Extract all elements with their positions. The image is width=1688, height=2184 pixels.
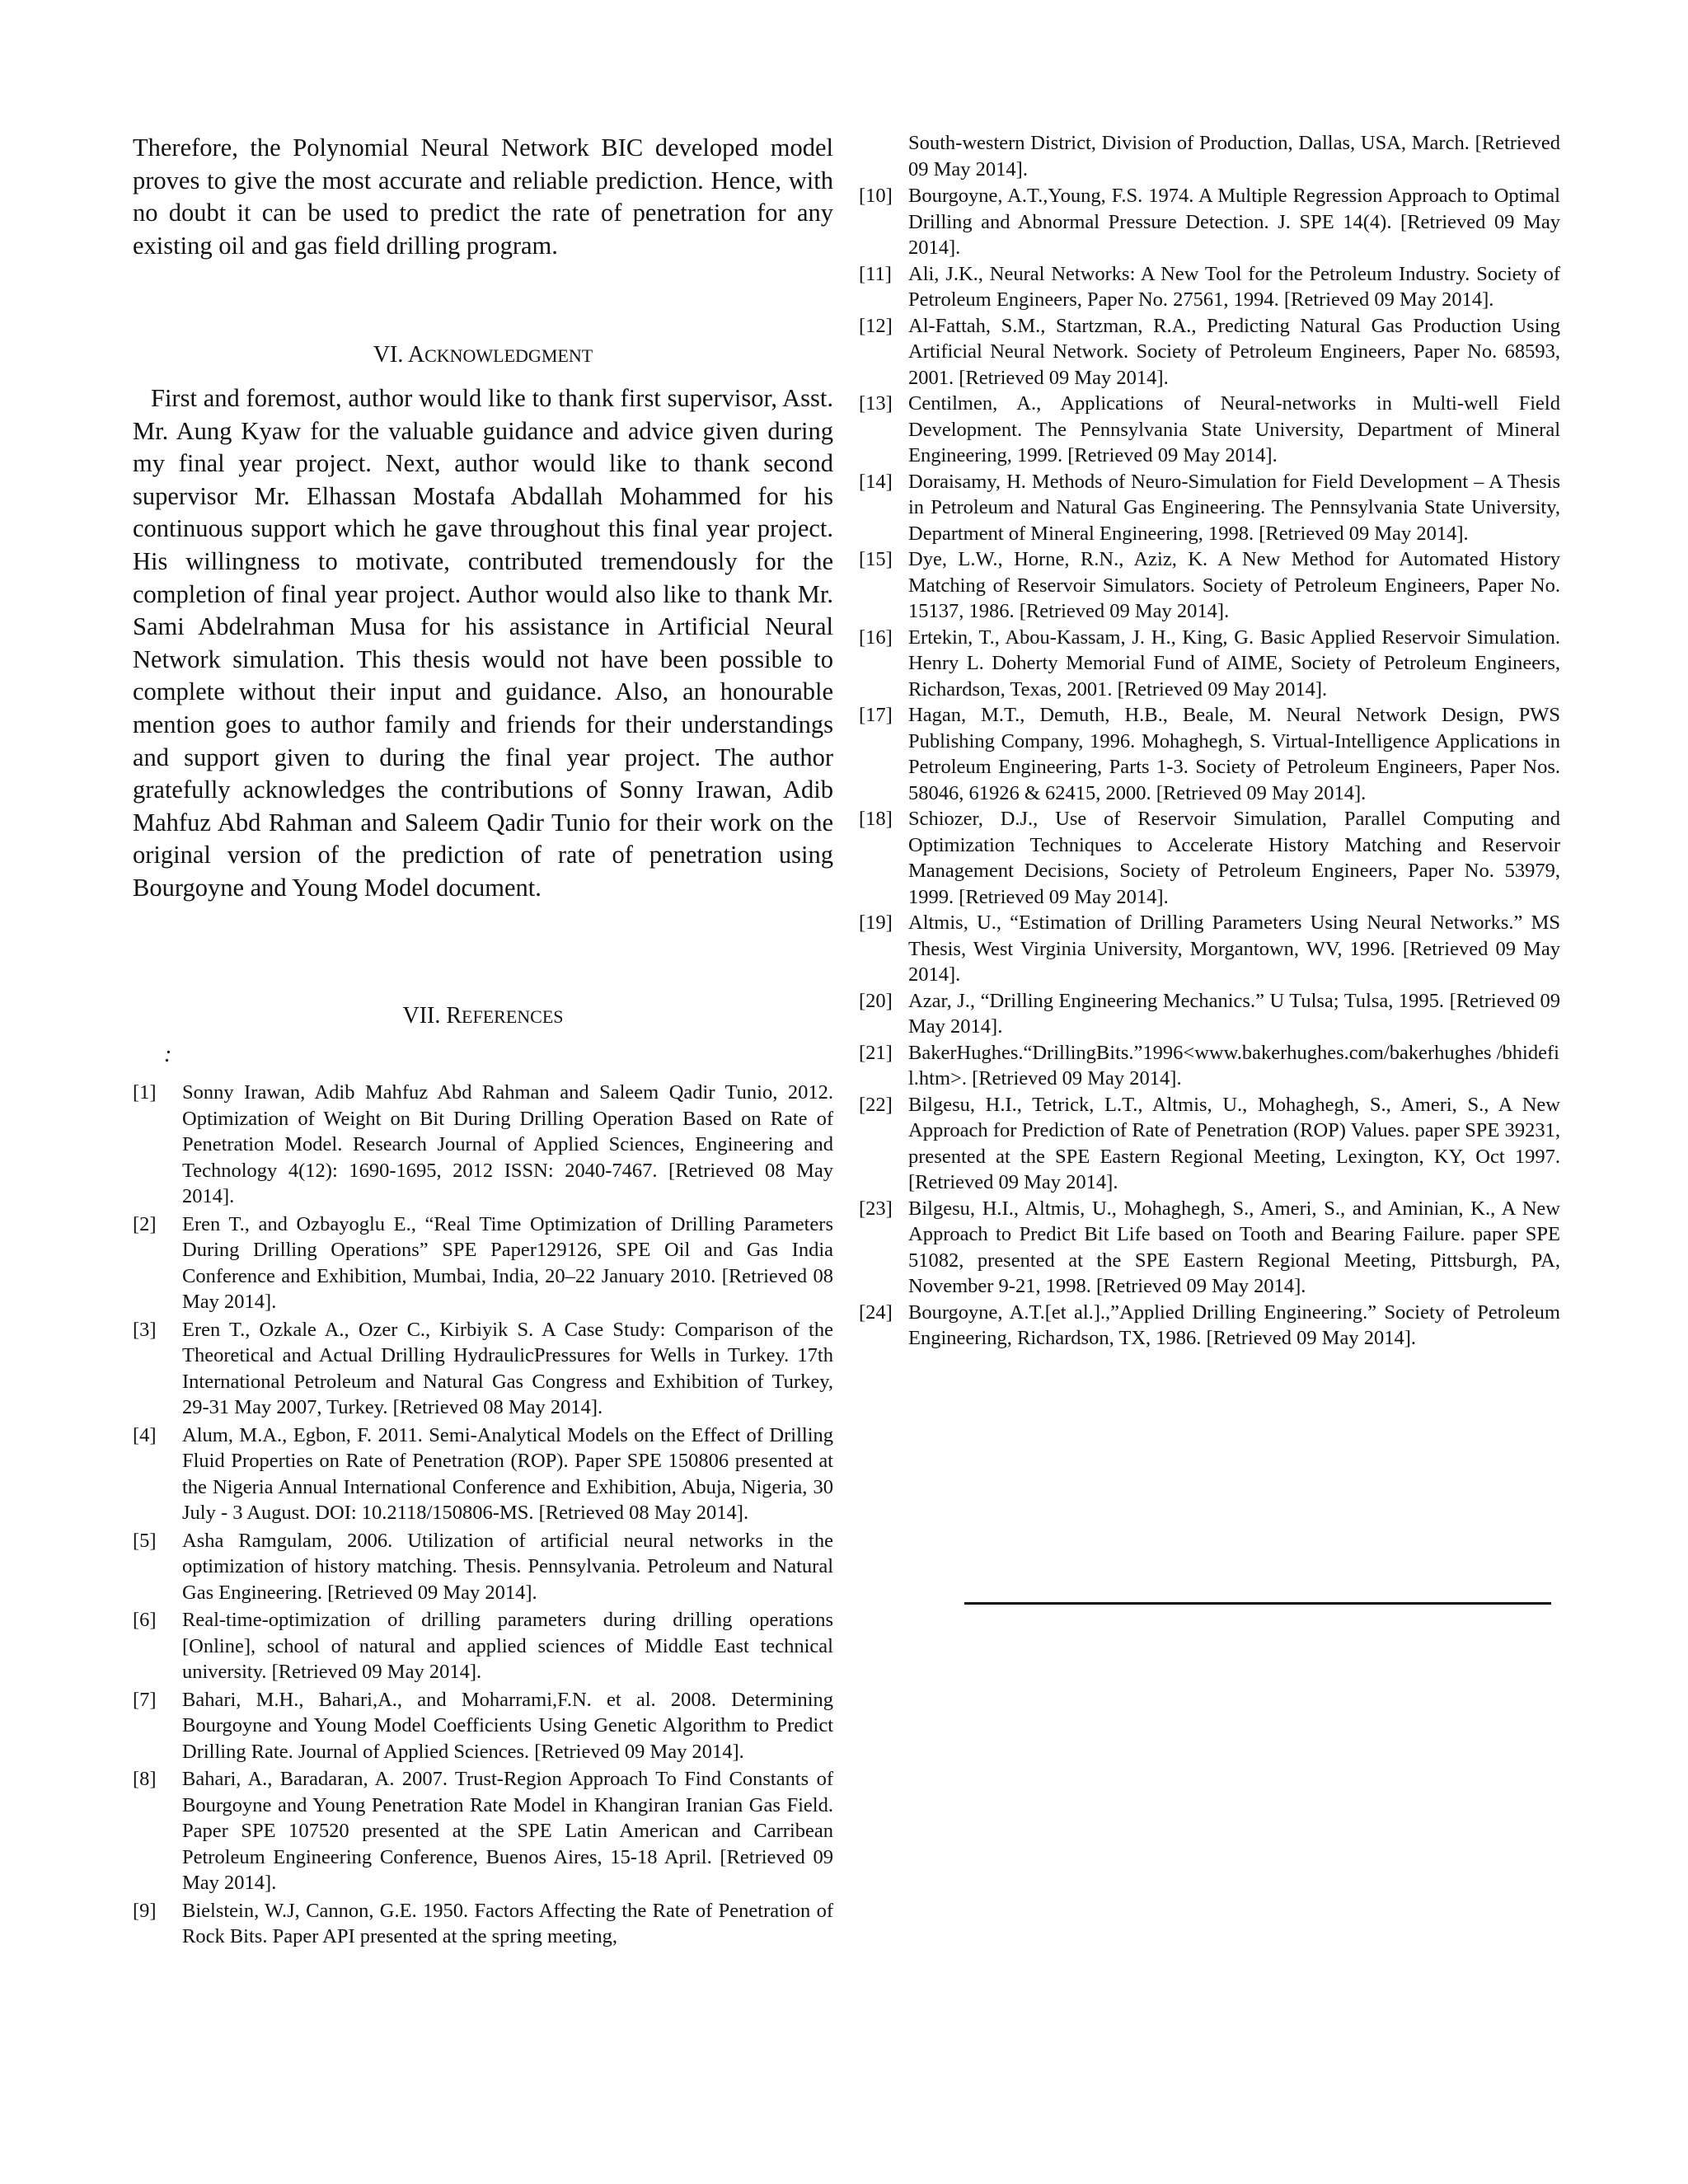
reference-text: Hagan, M.T., Demuth, H.B., Beale, M. Neural Network Design, PWS Publishing Company, 1996. Mohaghegh, S. Virtual-Intelligence Applications in Petroleum Engineering, Parts 1-3. Society of Petroleum Engineers, Paper Nos. 58046, 61926 & 62415, 2000. [Retrieved 09 May 2014]. <box>908 704 1560 804</box>
reference-list-left <box>133 1080 833 1950</box>
reference-item <box>133 1080 833 1210</box>
stray-mark: : <box>164 1042 172 1067</box>
reference-item <box>859 546 1560 625</box>
reference-number: [2] <box>133 1212 157 1235</box>
reference-text: Ertekin, T., Abou-Kassam, J. H., King, G. Basic Applied Reservoir Simulation. Henry L. Doherty Memorial Fund of AIME, Society of Petroleum Engineers, Richardson, Texas, 2001. [Retrieved 09 May 2014]. <box>908 626 1560 701</box>
reference-item <box>133 1607 833 1685</box>
reference-text: Doraisamy, H. Methods of Neuro-Simulation for Field Development – A Thesis in Petroleum and Natural Gas Engineering. The Pennsylvania State University, Department of Mineral Engineering, 1998. [Retrieved 09 May 2014]. <box>908 470 1560 545</box>
reference-item <box>133 1317 833 1421</box>
reference-number: [8] <box>133 1768 157 1790</box>
reference-number: [15] <box>859 548 893 570</box>
reference-list-right <box>859 183 1560 1352</box>
reference-text: Bourgoyne, A.T.,Young, F.S. 1974. A Multiple Regression Approach to Optimal Drilling and Abnormal Pressure Detection. J. SPE 14(4). [Retrieved 09 May 2014]. <box>908 185 1560 259</box>
reference-number: [24] <box>859 1301 893 1324</box>
reference-number: [22] <box>859 1093 893 1116</box>
reference-text: Centilmen, A., Applications of Neural-networks in Multi-well Field Development. The Pennsylvania State University, Department of Mineral Engineering, 1999. [Retrieved 09 May 2014]. <box>908 392 1560 466</box>
reference-item <box>859 806 1560 910</box>
reference-item <box>859 261 1560 313</box>
reference-number: [5] <box>133 1529 157 1552</box>
reference-item <box>859 910 1560 988</box>
reference-number: [7] <box>133 1688 157 1711</box>
reference-number: [13] <box>859 392 893 415</box>
reference-item <box>859 1196 1560 1300</box>
reference-text: Schiozer, D.J., Use of Reservoir Simulation, Parallel Computing and Optimization Techniques to Accelerate History Matching and Reservoir Management Decisions, Society of Petroleum Engineers, Paper No. 53979, 1999. [Retrieved 09 May 2014]. <box>908 808 1560 908</box>
reference-number: [14] <box>859 470 893 493</box>
reference-item <box>133 1766 833 1896</box>
reference-item <box>859 391 1560 469</box>
reference-item <box>133 1422 833 1526</box>
reference-number: [9] <box>133 1899 157 1922</box>
ack-heading-first-letter: A <box>407 342 425 368</box>
reference-number: [10] <box>859 185 893 207</box>
reference-number: [17] <box>859 704 893 726</box>
reference-number: [3] <box>133 1318 157 1341</box>
reference-text: Real-time-optimization of drilling parameters during drilling operations [Online], school of natural and applied sciences of Middle East technical university. [Retrieved 09 May 2014]. <box>182 1609 833 1683</box>
reference-text: Eren T., and Ozbayoglu E., “Real Time Optimization of Drilling Parameters During Drilling Operations” SPE Paper129126, SPE Oil and Gas India Conference and Exhibition, Mumbai, India, 20–22 January 2010. [Retrieved 08 May 2014]. <box>182 1212 833 1313</box>
reference-text: BakerHughes.“DrillingBits.”1996<www.bakerhughes.com/bakerhughes /bhidefil.htm>. [Retrieved 09 May 2014]. <box>908 1041 1559 1090</box>
reference-item <box>859 625 1560 703</box>
ref-heading-first-letter: R <box>446 1003 462 1029</box>
reference-item <box>859 1040 1560 1092</box>
acknowledgment-heading <box>133 341 833 370</box>
reference-text: Bourgoyne, A.T.[et al.].,”Applied Drilling Engineering.” Society of Petroleum Engineering, Richardson, TX, 1986. [Retrieved 09 May 2014]. <box>908 1301 1560 1349</box>
reference-number: [4] <box>133 1423 157 1446</box>
reference-item <box>133 1528 833 1606</box>
reference-text: Ali, J.K., Neural Networks: A New Tool for the Petroleum Industry. Society of Petroleum Engineers, Paper No. 27561, 1994. [Retrieved 09 May 2014]. <box>908 262 1560 311</box>
reference-item <box>859 1092 1560 1196</box>
reference-number: [16] <box>859 626 893 649</box>
reference-text: Bilgesu, H.I., Tetrick, L.T., Altmis, U., Mohaghegh, S., Ameri, S., A New Approach for Prediction of Rate of Penetration (ROP) Values. paper SPE 39231, presented at the SPE Eastern Regional Meeting, Lexington, KY, Oct 1997. [Retrieved 09 May 2014]. <box>908 1093 1560 1193</box>
ack-heading-number: VI. <box>373 342 404 368</box>
reference-number: [21] <box>859 1041 893 1064</box>
acknowledgment-paragraph: First and foremost, author would like to thank first supervisor, Asst. Mr. Aung Kyaw for the valuable guidance and advice given during my final year project. Next, author would like to thank second supervisor Mr. Elhassan Mostafa Abdallah Mohammed for his continuous support which he gave throughout this final year project. His willingness to motivate, contributed tremendously for the completion of final year project. Author would also like to thank Mr. Sami Abdelrahman Musa for his assistance in Artificial Neural Network simulation. This thesis would not have been possible to complete without their input and guidance. Also, an honourable mention goes to author family and friends for their understandings and support given to during the final year project. The author gratefully acknowledges the contributions of Sonny Irawan, Adib Mahfuz Abd Rahman and Saleem Qadir Tunio for their work on the original version of the prediction of rate of penetration using Bourgoyne and Young Model document. <box>133 384 833 902</box>
reference-item <box>859 183 1560 261</box>
reference-item <box>859 469 1560 547</box>
reference-text: Al-Fattah, S.M., Startzman, R.A., Predicting Natural Gas Production Using Artificial Neural Network. Society of Petroleum Engineers, Paper No. 68593, 2001. [Retrieved 09 May 2014]. <box>908 314 1560 389</box>
reference-text: Alum, M.A., Egbon, F. 2011. Semi-Analytical Models on the Effect of Drilling Fluid Properties on Rate of Penetration (ROP). Paper SPE 150806 presented at the Nigeria Annual International Conference and Exhibition, Abuja, Nigeria, 30 July - 3 August. DOI: 10.2118/150806-MS. [Retrieved 08 May 2014]. <box>182 1423 833 1524</box>
reference-item <box>859 313 1560 391</box>
reference-text: Bahari, A., Baradaran, A. 2007. Trust-Region Approach To Find Constants of Bourgoyne and Young Penetration Rate Model in Khangiran Iranian Gas Field. Paper SPE 107520 presented at the SPE Latin American and Carribean Petroleum Engineering Conference, Buenos Aires, 15-18 April. [Retrieved 09 May 2014]. <box>182 1768 833 1894</box>
reference-number: [12] <box>859 314 893 337</box>
reference-number: [19] <box>859 912 893 934</box>
conclusion-paragraph: Therefore, the Polynomial Neural Network BIC developed model proves to give the most accurate and reliable prediction. Hence, with no doubt it can be used to predict the rate of penetration for any existing oil and gas field drilling program. <box>133 134 833 260</box>
reference-text: Bielstein, W.J, Cannon, G.E. 1950. Factors Affecting the Rate of Penetration of Rock Bits. Paper API presented at the spring meeting, <box>182 1899 833 1947</box>
end-of-paper-rule <box>964 1602 1551 1605</box>
ref-heading-rest: EFERENCES <box>462 1006 564 1027</box>
ref-heading-number: VII. <box>402 1003 441 1029</box>
reference-item <box>133 1212 833 1315</box>
reference-text: Bahari, M.H., Bahari,A., and Moharrami,F.N. et al. 2008. Determining Bourgoyne and Young Model Coefficients Using Genetic Algorithm to Predict Drilling Rate. Journal of Applied Sciences. [Retrieved 09 May 2014]. <box>182 1688 833 1763</box>
reference-item <box>859 702 1560 806</box>
ack-heading-rest: CKNOWLEDGMENT <box>424 345 593 366</box>
reference-item <box>133 1687 833 1765</box>
reference-number: [18] <box>859 808 893 830</box>
reference-item <box>859 988 1560 1040</box>
reference-text: Sonny Irawan, Adib Mahfuz Abd Rahman and Saleem Qadir Tunio, 2012. Optimization of Weight on Bit During Drilling Operation Based on Rate of Penetration Model. Research Journal of Applied Sciences, Engineering and Technology 4(12): 1690-1695, 2012 ISSN: 2040-7467. [Retrieved 08 May 2014]. <box>182 1081 833 1207</box>
reference-number: [6] <box>133 1609 157 1631</box>
reference-text: Asha Ramgulam, 2006. Utilization of artificial neural networks in the optimization of history matching. Thesis. Pennsylvania. Petroleum and Natural Gas Engineering. [Retrieved 09 May 2014]. <box>182 1529 833 1604</box>
reference-item <box>859 1300 1560 1352</box>
references-heading <box>133 1002 833 1031</box>
reference-item <box>133 1898 833 1950</box>
reference-text: Dye, L.W., Horne, R.N., Aziz, K. A New Method for Automated History Matching of Reservoir Simulators. Society of Petroleum Engineers, Paper No. 15137, 1986. [Retrieved 09 May 2014]. <box>908 548 1560 622</box>
reference-text: Azar, J., “Drilling Engineering Mechanics.” U Tulsa; Tulsa, 1995. [Retrieved 09 May 2014]. <box>908 989 1560 1038</box>
reference-text: Bilgesu, H.I., Altmis, U., Mohaghegh, S., Ameri, S., and Aminian, K., A New Approach to Predict Bit Life based on Tooth and Bearing Failure. paper SPE 51082, presented at the SPE Eastern Regional Meeting, Pittsburgh, PA, November 9-21, 1998. [Retrieved 09 May 2014]. <box>908 1197 1560 1297</box>
reference-text: Altmis, U., “Estimation of Drilling Parameters Using Neural Networks.” MS Thesis, West Virginia University, Morgantown, WV, 1996. [Retrieved 09 May 2014]. <box>908 912 1560 986</box>
reference-number: [23] <box>859 1197 893 1220</box>
reference-continuation: South-western District, Division of Production, Dallas, USA, March. [Retrieved 09 May 2014]. <box>908 132 1560 180</box>
reference-number: [11] <box>859 262 892 285</box>
reference-number: [1] <box>133 1081 157 1104</box>
reference-number: [20] <box>859 989 893 1012</box>
reference-text: Eren T., Ozkale A., Ozer C., Kirbiyik S. A Case Study: Comparison of the Theoretical and Actual Drilling HydraulicPressures for Wells in Turkey. 17th International Petroleum and Natural Gas Congress and Exhibition of Turkey, 29-31 May 2007, Turkey. [Retrieved 08 May 2014]. <box>182 1318 833 1418</box>
